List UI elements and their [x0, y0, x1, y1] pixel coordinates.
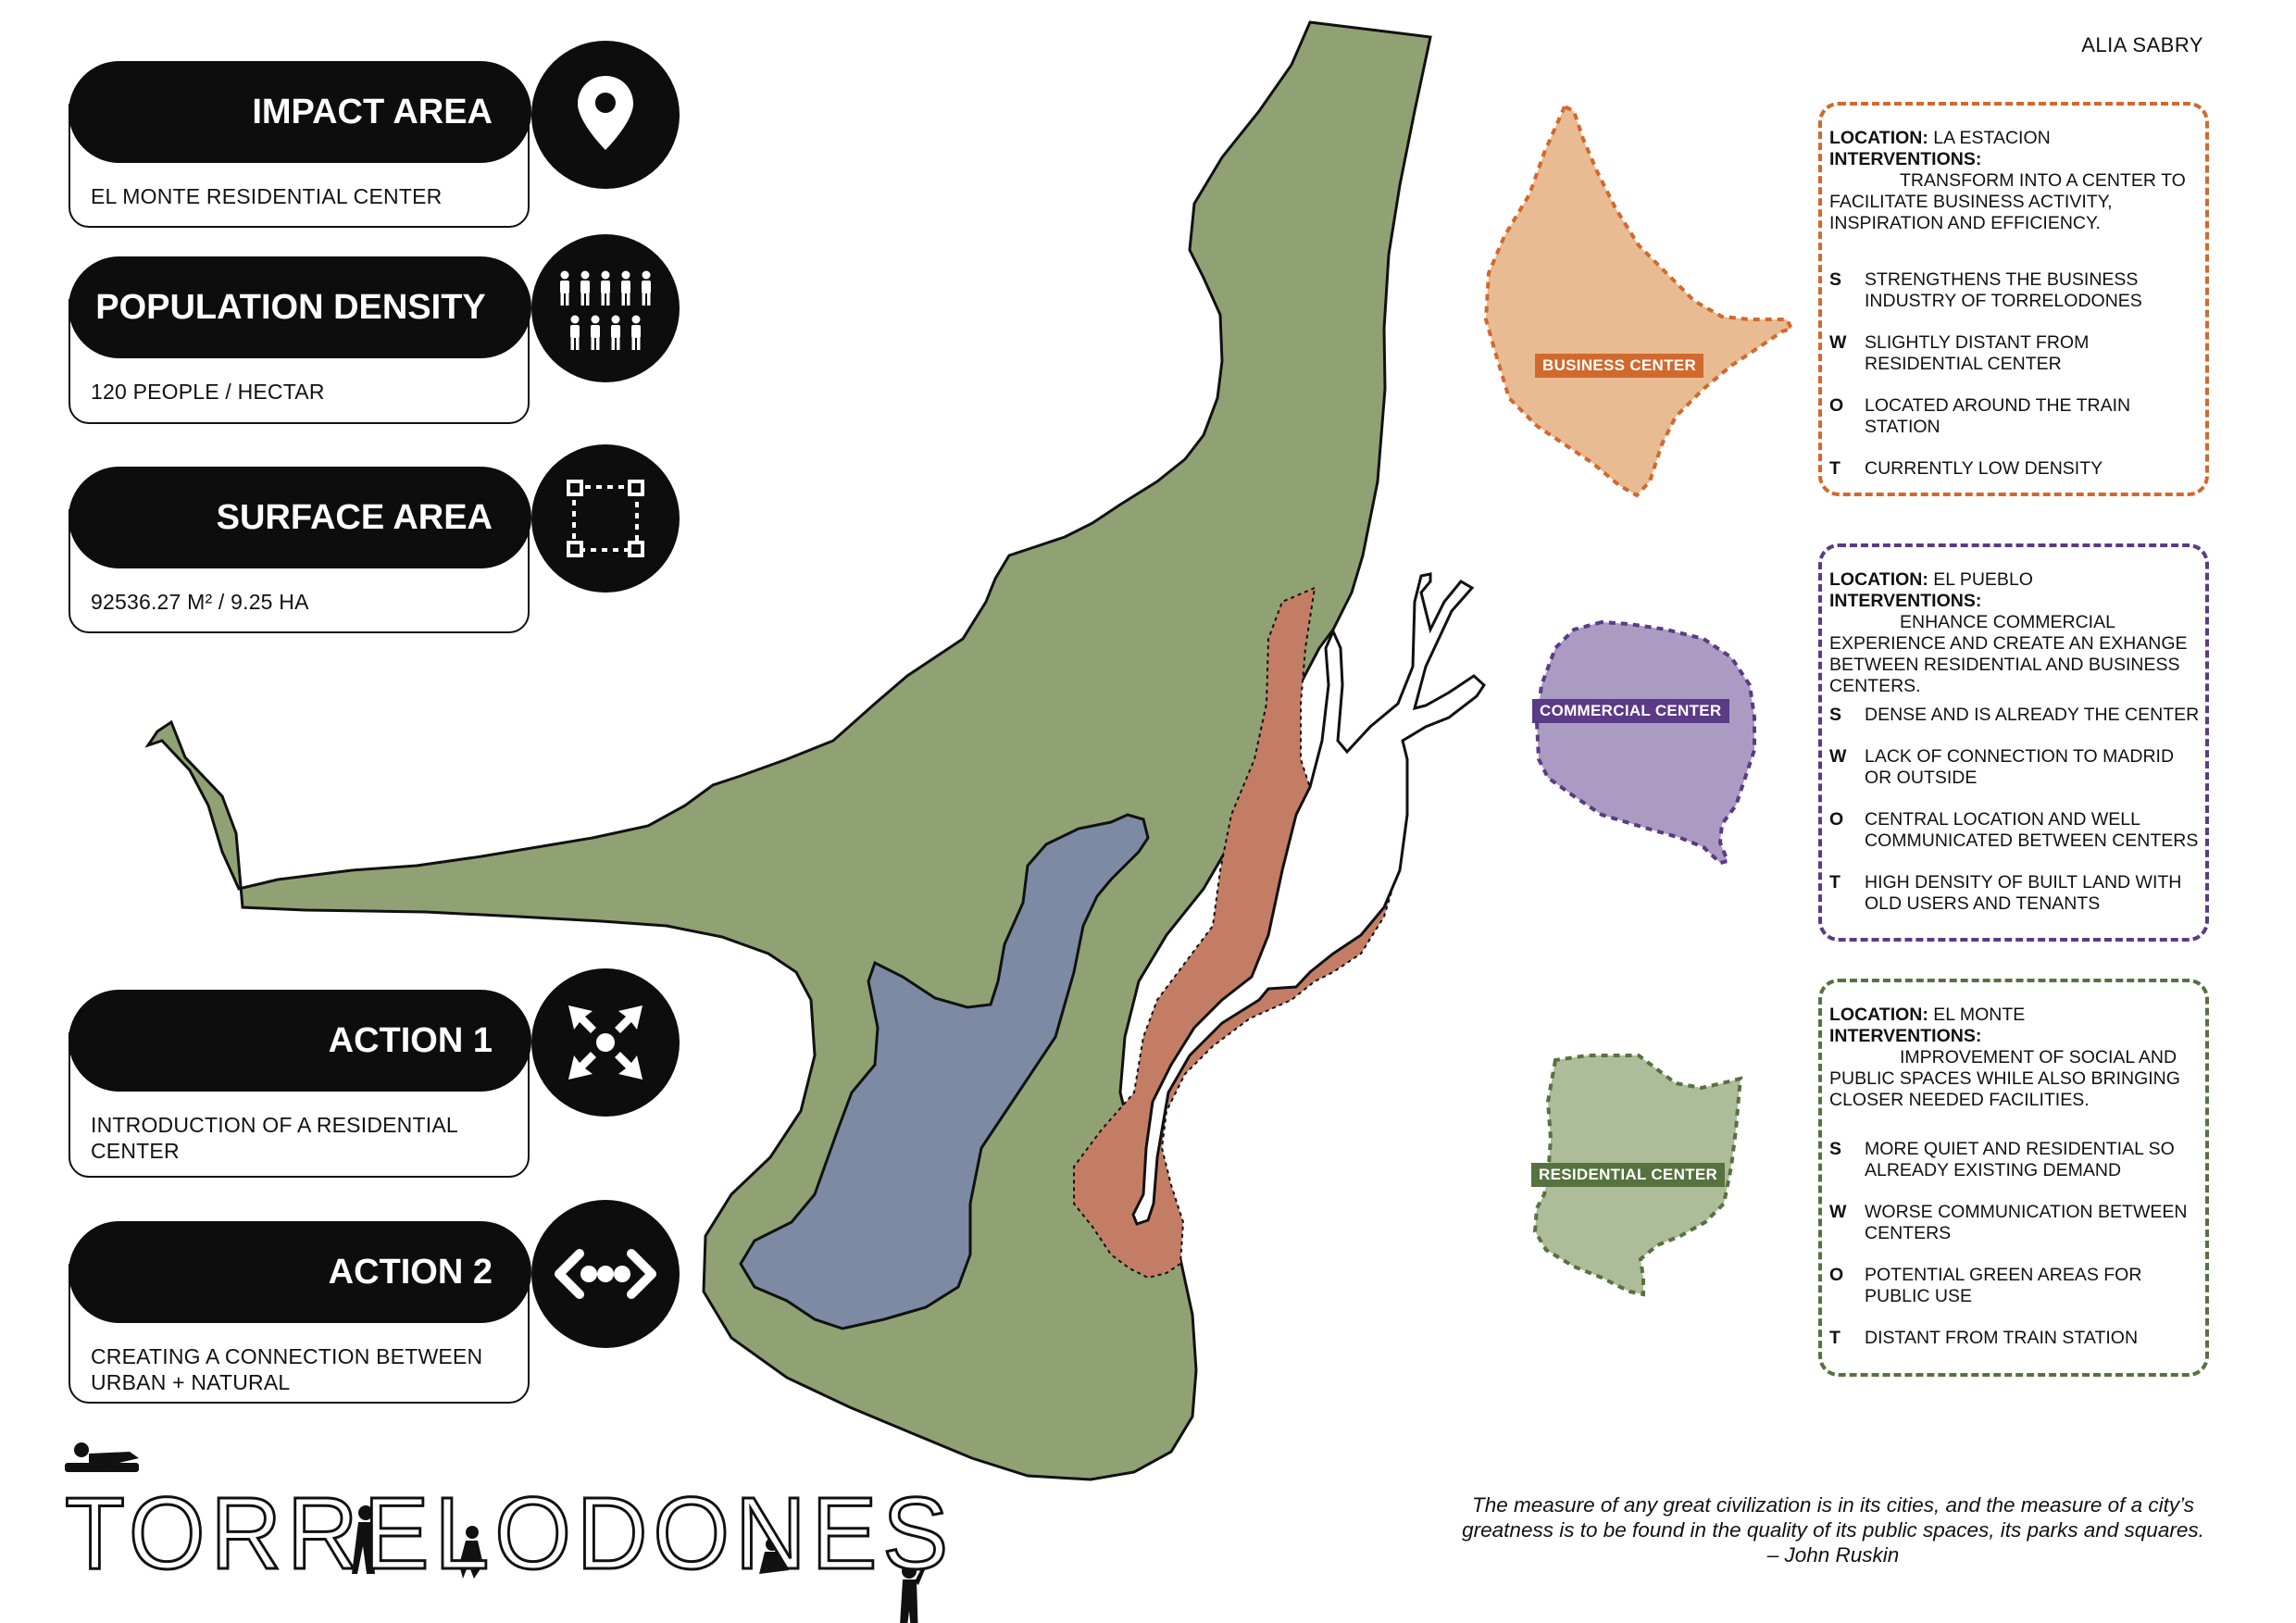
interventions-text: IMPROVEMENT OF SOCIAL AND PUBLIC SPACES WHILE ALSO BRINGING CLOSER NEEDED FACILITIES.: [1829, 1047, 2180, 1110]
opportunity-row: O LOCATED AROUND THE TRAIN STATION: [1829, 395, 2131, 437]
card-title: SURFACE AREA: [69, 467, 531, 568]
author-name: ALIA SABRY: [2081, 33, 2203, 56]
weakness-row: W LACK OF CONNECTION TO MADRID OR OUTSIDE: [1829, 746, 2175, 788]
threat-row: T HIGH DENSITY OF BUILT LAND WITH OLD USERS AND TENANTS: [1829, 872, 2182, 914]
business-center-tag: BUSINESS CENTER: [1535, 354, 1703, 378]
swot-commercial: [1818, 543, 2209, 942]
card-title: POPULATION DENSITY: [69, 256, 531, 358]
location-pin-icon: [531, 41, 680, 189]
swot-residential: [1818, 979, 2209, 1377]
opportunity-row: O POTENTIAL GREEN AREAS FOR PUBLIC USE: [1829, 1265, 2142, 1306]
quote-line-1: The measure of any great civilization is in its cities, and the measure of a city’s: [1472, 1493, 2194, 1517]
strength-row: S DENSE AND IS ALREADY THE CENTER: [1829, 705, 2200, 725]
commercial-center-tag: COMMERCIAL CENTER: [1532, 699, 1729, 723]
card-value: 92536.27 M² / 9.25 HA: [91, 590, 309, 614]
interventions-text: ENHANCE COMMERCIAL EXPERIENCE AND CREATE AN EXHANGE BETWEEN RESIDENTIAL AND BUSINESS CENTERS.: [1829, 612, 2188, 696]
commercial-center-shape: [1537, 622, 1754, 863]
quote-line-2: greatness is to be found in the quality of its public spaces, its parks and squares.: [1462, 1518, 2204, 1542]
strength-row: S STRENGTHENS THE BUSINESS INDUSTRY OF TORRELODONES: [1829, 269, 2142, 311]
weakness-row: W SLIGHTLY DISTANT FROM RESIDENTIAL CENTER: [1829, 332, 2090, 374]
location-line: LOCATION: EL PUEBLO: [1829, 569, 2033, 590]
location-line: LOCATION: EL MONTE: [1829, 1005, 2026, 1025]
interventions-label: INTERVENTIONS:: [1829, 149, 1982, 169]
location-line: LOCATION: LA ESTACION: [1829, 128, 2051, 148]
threat-row: T CURRENTLY LOW DENSITY: [1829, 458, 2103, 479]
interventions-label: INTERVENTIONS:: [1829, 591, 1982, 611]
card-title: ACTION 2: [69, 1221, 531, 1323]
card-value: 120 PEOPLE / HECTAR: [91, 380, 325, 404]
strength-row: S MORE QUIET AND RESIDENTIAL SO ALREADY EXISTING DEMAND: [1829, 1139, 2175, 1180]
card-title: ACTION 1: [69, 990, 531, 1092]
business-center-shape: [1486, 106, 1791, 495]
swot-business: [1818, 102, 2209, 496]
people-icon: [531, 234, 680, 382]
ruskin-quote: [1416, 1492, 2250, 1567]
connection-arrows-icon: [531, 1200, 680, 1348]
residential-center-tag: RESIDENTIAL CENTER: [1531, 1163, 1725, 1187]
card-title: IMPACT AREA: [69, 61, 531, 163]
interventions-label: INTERVENTIONS:: [1829, 1026, 1982, 1046]
quote-attribution: – John Ruskin: [1766, 1543, 1900, 1567]
threat-row: T DISTANT FROM TRAIN STATION: [1829, 1328, 2139, 1348]
interventions-text: TRANSFORM INTO A CENTER TO FACILITATE BUSINESS ACTIVITY, INSPIRATION AND EFFICIENCY.: [1829, 170, 2186, 233]
converge-arrows-icon: [531, 968, 680, 1117]
weakness-row: W WORSE COMMUNICATION BETWEEN CENTERS: [1829, 1202, 2188, 1243]
area-frame-icon: [531, 444, 680, 593]
card-value: EL MONTE RESIDENTIAL CENTER: [91, 184, 443, 208]
card-value: INTRODUCTION OF A RESIDENTIAL CENTER: [91, 1113, 457, 1163]
logo-text: TORRELODONES: [65, 1477, 954, 1583]
card-value: CREATING A CONNECTION BETWEEN URBAN + NATURAL: [91, 1344, 483, 1394]
torrelodones-logo: [65, 1472, 972, 1583]
opportunity-row: O CENTRAL LOCATION AND WELL COMMUNICATED BETWEEN CENTERS: [1829, 809, 2199, 851]
